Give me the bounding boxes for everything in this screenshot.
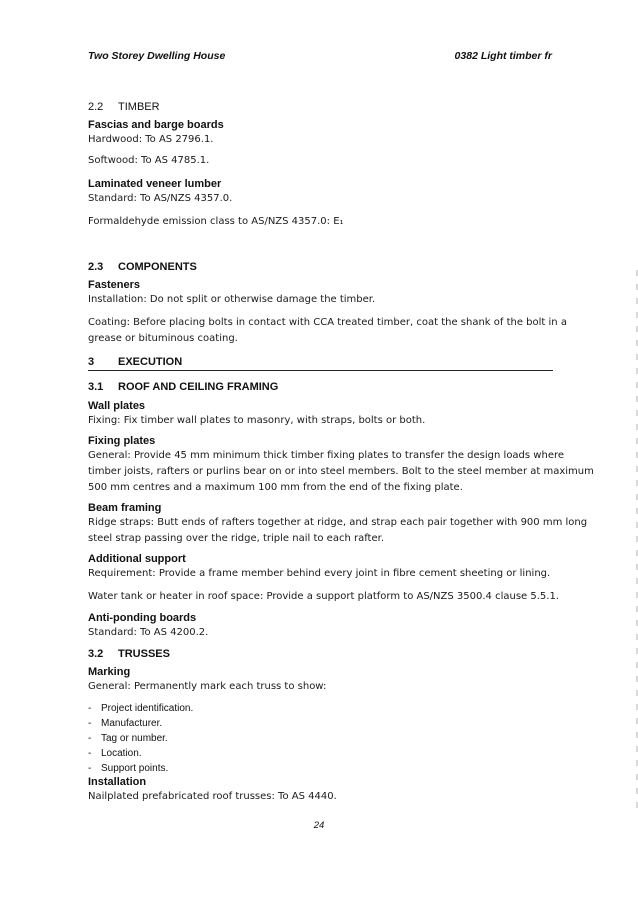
section-number: 2.3 (88, 261, 104, 273)
section-title: TRUSSES (118, 648, 170, 660)
list-item: - Manufacturer. (88, 718, 163, 729)
section-number: 3 (88, 356, 95, 368)
para-hardwood: Hardwood: To AS 2796.1. (88, 134, 214, 145)
list-item: - Support points. (88, 763, 169, 774)
section-number: 3.1 (88, 381, 104, 393)
para-requirement: Requirement: Provide a frame member behind every joint in fibre cement sheeting or lining. (88, 568, 551, 579)
para-lvl-standard: Standard: To AS/NZS 4357.0. (88, 193, 233, 204)
heading-3 (88, 356, 182, 368)
section-title: ROOF AND CEILING FRAMING (118, 381, 279, 393)
subheading-wall-plates: Wall plates (88, 400, 146, 412)
section-title: TIMBER (118, 101, 160, 113)
section-title: COMPONENTS (118, 261, 197, 273)
section-number: 3.2 (88, 648, 104, 660)
subheading-installation: Installation (88, 776, 147, 788)
list-item: - Tag or number. (88, 733, 168, 744)
subheading-fixing-plates: Fixing plates (88, 435, 156, 447)
subheading-additional-support: Additional support (88, 553, 186, 565)
section-number: 2.2 (88, 101, 104, 113)
section-title: EXECUTION (118, 356, 183, 368)
subheading-anti-ponding: Anti-ponding boards (88, 612, 197, 624)
para-coating-2: grease or bituminous coating. (88, 333, 238, 344)
para-fixing-2: timber joists, rafters or purlins bear on or into steel members. Bolt to the steel member at maximum (88, 466, 594, 477)
para-softwood: Softwood: To AS 4785.1. (88, 155, 210, 166)
heading-2-2 (88, 101, 160, 113)
list-item: - Location. (88, 748, 142, 759)
para-installation: Installation: Do not split or otherwise damage the timber. (88, 294, 376, 305)
header-title: Two Storey Dwelling House (88, 50, 226, 62)
para-formaldehyde: Formaldehyde emission class to AS/NZS 4357.0: E₁ (88, 216, 344, 227)
subheading-beam-framing: Beam framing (88, 502, 162, 514)
para-water-tank: Water tank or heater in roof space: Provide a support platform to AS/NZS 3500.4 clause 5.5.1. (88, 591, 559, 602)
para-wall-fixing: Fixing: Fix timber wall plates to masonry, with straps, bolts or both. (88, 415, 426, 426)
para-beam-2: steel strap passing over the ridge, triple nail to each rafter. (88, 533, 385, 544)
para-marking-general: General: Permanently mark each truss to show: (88, 681, 327, 692)
heading-2-3 (88, 261, 197, 273)
subheading-marking: Marking (88, 666, 131, 678)
para-coating-1: Coating: Before placing bolts in contact with CCA treated timber, coat the shank of the bolt in a (88, 317, 567, 328)
section-divider (88, 370, 553, 371)
heading-3-1 (88, 381, 278, 393)
para-anti-standard: Standard: To AS 4200.2. (88, 627, 209, 638)
heading-3-2 (88, 648, 170, 660)
header-section-code: 0382 Light timber fr (454, 50, 552, 62)
list-item: - Project identification. (88, 703, 194, 714)
marking-list (88, 701, 193, 776)
para-fixing-3: 500 mm centres and a maximum 100 mm from the end of the fixing plate. (88, 482, 463, 493)
para-fixing-1: General: Provide 45 mm minimum thick timber fixing plates to transfer the design loads where (88, 450, 565, 461)
subheading-fasteners: Fasteners (88, 279, 140, 291)
page-number: 24 (313, 820, 325, 831)
subheading-lvl: Laminated veneer lumber (88, 178, 222, 190)
subheading-fascias: Fascias and barge boards (88, 119, 224, 131)
para-install-text: Nailplated prefabricated roof trusses: To AS 4440. (88, 791, 337, 802)
para-beam-1: Ridge straps: Butt ends of rafters together at ridge, and strap each pair together with 900 mm long (88, 517, 588, 528)
